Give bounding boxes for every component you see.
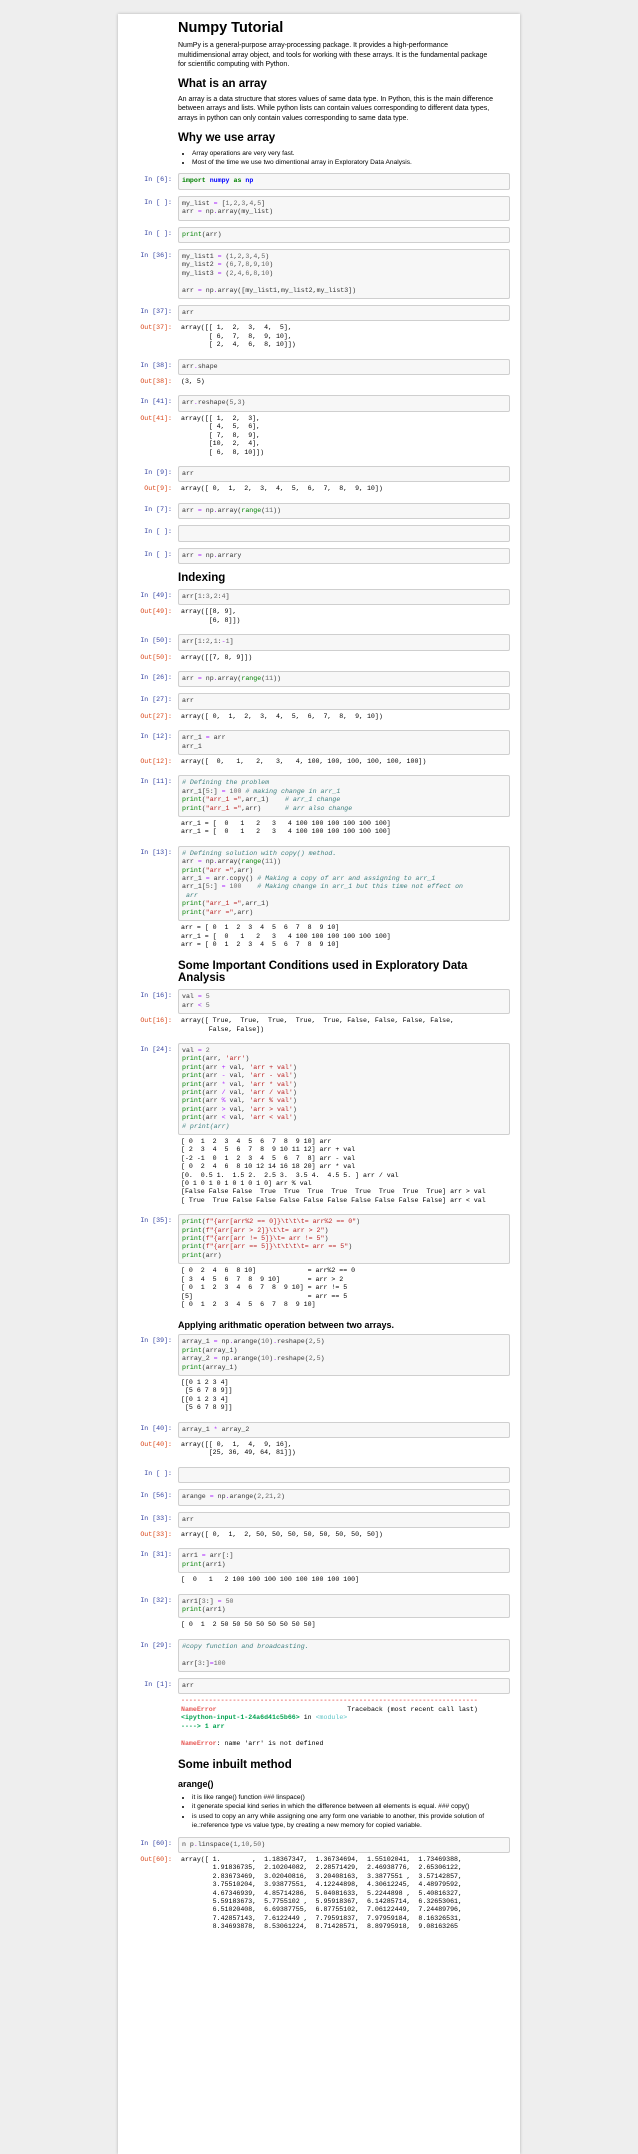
- output-cell: [122, 605, 510, 628]
- markdown-conditions: [178, 960, 496, 984]
- code-cell: [122, 846, 510, 952]
- list-item: • it is like range() function ### linspace(): [192, 1793, 496, 1802]
- list-item: • it generate special kind series in which the difference between all elements is equal. ### copy(): [192, 1802, 496, 1811]
- output-prompt: Out[9]:: [144, 485, 172, 493]
- output-prompt: Out[41]:: [140, 414, 172, 422]
- heading-arange: arange(): [178, 1778, 214, 1789]
- cell-output: arr = [ 0 1 2 3 4 5 6 7 8 9 10] arr_1 = [ 0 1 2 3 4 100 100 100 100 100 100] arr = [ 0 1 2 3 4 5 6 7 8 9 10]: [181, 924, 391, 948]
- code-cell: [122, 730, 510, 755]
- code-cell: [122, 525, 510, 541]
- output-prompt: Out[38]:: [140, 378, 172, 386]
- code-cell: [122, 173, 510, 189]
- input-prompt: In [60]:: [140, 1839, 172, 1847]
- input-prompt: In [12]:: [140, 733, 172, 741]
- input-prompt: In [32]:: [140, 1596, 172, 1604]
- code-input[interactable]: #copy function and broadcasting. arr[3:]=100: [178, 1639, 510, 1672]
- error-traceback: Traceback (most recent call last): [347, 1705, 478, 1713]
- code-cell: [122, 1214, 510, 1312]
- code-cell: [122, 395, 510, 411]
- cell-output: array([[7, 8, 9]]): [181, 653, 253, 661]
- cell-output: [ 0 2 4 6 8 10] = arr%2 == 0 [ 3 4 5 6 7 8 9 10] = arr > 2 [ 0 1 2 3 4 6 7 8 9 10] = arr != 5 [5] = arr == 5 [ 0 1 2 3 4 5 6 7 8 9 10]: [181, 1267, 356, 1308]
- input-prompt: In [16]:: [140, 992, 172, 1000]
- cell-output: array([ 0, 1, 2, 3, 4, 5, 6, 7, 8, 9, 10]): [181, 485, 383, 493]
- code-cell: [122, 671, 510, 687]
- cell-output: array([ 1. , 1.18367347, 1.36734694, 1.55102041, 1.73469388, 1.91836735, 2.10204082, 2.28571429, 2.46938776, 2.65306122, 2.83673469, 3.02040816, 3.20408163, 3.3877551 , 3.57142857, 3.75510204, 3.93877551, 4.12244898, 4.30612245, 4.48979592, 4.67346939, 4.85714286, 5.04081633, 5.2244898 , 5.40816327, 5.59183673, 5.7755102 , 5.95918367, 6.14285714, 6.32653061, 6.51020408, 6.69387755, 6.87755102, 7.06122449, 7.24489796, 7.42857143, 7.6122449 , 7.79591837, 7.97959184, 8.16326531, 8.34693878, 8.53061224, 8.71428571, 8.89795918, 9.08163265: [181, 1855, 462, 1931]
- code-input[interactable]: arr[1:2,1:-1]: [178, 634, 510, 650]
- code-cell: [122, 1639, 510, 1672]
- input-prompt: In [33]:: [140, 1514, 172, 1522]
- input-prompt: In [56]:: [140, 1492, 172, 1500]
- code-cell: [122, 1594, 510, 1633]
- list-item: • Most of the time we use two dimentional array in Exploratory Data Analysis.: [192, 158, 496, 167]
- code-input[interactable]: # Defining the problem arr_1[5:] = 100 # making change in arr_1 print("arr_1 =",arr_1) # arr_1 change print("arr_1 =",arr) # arr also change: [178, 775, 510, 817]
- code-input[interactable]: arr = np.arrary: [178, 548, 510, 564]
- error-dashes: ---------------------------------------------------------------------------: [181, 1697, 478, 1705]
- code-cell: [122, 305, 510, 321]
- code-input[interactable]: arr: [178, 466, 510, 482]
- code-input[interactable]: arr1[3:] = 50 print(arr1): [178, 1594, 510, 1619]
- output-cell: [122, 755, 510, 769]
- code-input[interactable]: val = 2 print(arr, 'arr') print(arr + val, 'arr + val') print(arr - val, 'arr - val') print(arr * val, 'arr * val') print(arr / val, 'arr / val') print(arr % val, 'arr % val') print(arr > val, 'arr > val') print(arr < val, 'arr < val') # print(arr): [178, 1043, 510, 1135]
- input-prompt: In [ ]:: [144, 1469, 172, 1477]
- code-input[interactable]: arr: [178, 693, 510, 709]
- code-cell: [122, 359, 510, 375]
- output-cell: [122, 1528, 510, 1542]
- output-prompt: Out[50]:: [140, 653, 172, 661]
- heading-conditions: Some Important Conditions used in Exploratory Data Analysis: [178, 960, 468, 985]
- input-prompt: In [41]:: [140, 398, 172, 406]
- output-prompt: Out[12]:: [140, 758, 172, 765]
- code-cell: [122, 548, 510, 564]
- output-cell: [122, 710, 510, 724]
- input-prompt: In [29]:: [140, 1641, 172, 1649]
- code-input[interactable]: my_list = [1,2,3,4,5] arr = np.array(my_list): [178, 196, 510, 221]
- cell-output: [ 0 1 2 50 50 50 50 50 50 50 50]: [181, 1621, 316, 1629]
- input-prompt: In [7]:: [144, 505, 172, 513]
- input-prompt: In [9]:: [144, 468, 172, 476]
- what-text: An array is a data structure that stores values of same data type. In Python, this is the main difference between arrays and lists. While python lists can contain values corresponding to different data types, arrays in python can only contain values corresponding to same data type.: [178, 95, 494, 122]
- code-input[interactable]: arr_1 = arr arr_1: [178, 730, 510, 755]
- code-input[interactable]: arr: [178, 305, 510, 321]
- cell-output: (3, 5): [181, 378, 205, 386]
- markdown-arith: [178, 1320, 496, 1330]
- input-prompt: In [27]:: [140, 696, 172, 704]
- output-prompt: Out[60]:: [140, 1855, 172, 1863]
- output-prompt: Out[40]:: [140, 1440, 172, 1448]
- input-prompt: In [ ]:: [144, 550, 172, 558]
- input-prompt: In [24]:: [140, 1045, 172, 1053]
- code-cell: [122, 503, 510, 519]
- input-prompt: In [ ]:: [144, 528, 172, 536]
- code-input[interactable]: import numpy as np: [178, 173, 510, 189]
- code-input[interactable]: arr.reshape(5,3): [178, 395, 510, 411]
- code-input[interactable]: arr = np.array(range(11)): [178, 503, 510, 519]
- code-input[interactable]: arr[1:3,2:4]: [178, 589, 510, 605]
- input-prompt: In [6]:: [144, 176, 172, 184]
- code-input[interactable]: arange = np.arange(2,21,2): [178, 1489, 510, 1505]
- output-prompt: Out[49]:: [140, 608, 172, 616]
- output-prompt: Out[33]:: [140, 1531, 172, 1538]
- output-cell: [122, 1853, 510, 1935]
- code-input[interactable]: # Defining solution with copy() method. arr = np.array(range(11)) print("arr =",arr) arr_1 = arr.copy() # Making a copy of arr and assigning to arr_1 arr_1[5:] = 100 # Making change in arr_1 but this time not effect on arr print("arr_1 =",arr_1) print("arr =",arr): [178, 846, 510, 921]
- code-cell: [122, 589, 510, 605]
- code-cell: [122, 227, 510, 243]
- cell-output: arr_1 = [ 0 1 2 3 4 100 100 100 100 100 100] arr_1 = [ 0 1 2 3 4 100 100 100 100 100 100]: [181, 820, 391, 836]
- heading-indexing: Indexing: [178, 571, 226, 584]
- code-input[interactable]: print(f"{arr[arr%2 == 0]}\t\t\t= arr%2 == 0") print(f"{arr[arr > 2]}\t\t= arr > 2") print(f"{arr[arr != 5]}\t= arr != 5") print(f"{arr[arr == 5]}\t\t\t\t= arr == 5") print(arr): [178, 1214, 510, 1264]
- heading-what-is-array: What is an array: [178, 77, 267, 90]
- notebook-page: [118, 14, 520, 2154]
- markdown-indexing: [178, 572, 496, 584]
- heading-arith: Applying arithmatic operation between two arrays.: [178, 1320, 395, 1331]
- input-prompt: In [11]:: [140, 778, 172, 786]
- arange-list: [178, 1793, 496, 1831]
- code-cell: [122, 1043, 510, 1208]
- input-prompt: In [26]:: [140, 673, 172, 681]
- error-message-name: NameError: [181, 1739, 217, 1747]
- output-cell: [122, 412, 510, 460]
- output-cell: [122, 482, 510, 496]
- cell-output: array([[8, 9], [6, 8]]): [181, 608, 241, 624]
- input-prompt: In [31]:: [140, 1551, 172, 1559]
- code-cell: [122, 775, 510, 839]
- cell-output: array([[ 0, 1, 4, 9, 16], [25, 36, 49, 64, 81]]): [181, 1440, 296, 1457]
- input-prompt: In [39]:: [140, 1337, 172, 1345]
- intro-text: NumPy is a general-purpose array-processing package. It provides a high-performance multidimensional array object, and tools for working with these arrays. It is the fundamental package for scientific computing with Python.: [178, 42, 488, 69]
- code-cell: [122, 634, 510, 650]
- error-arrow: ----> 1 arr: [181, 1722, 225, 1730]
- output-prompt: Out[27]:: [140, 712, 172, 720]
- input-prompt: In [37]:: [140, 308, 172, 316]
- output-cell: [122, 1438, 510, 1461]
- code-input[interactable]: array_1 * array_2: [178, 1422, 510, 1438]
- output-cell: [122, 375, 510, 389]
- code-input[interactable]: arr = np.array(range(11)): [178, 671, 510, 687]
- code-input[interactable]: [178, 1467, 510, 1483]
- input-prompt: In [50]:: [140, 637, 172, 645]
- code-input[interactable]: array_1 = np.arange(10).reshape(2,5) print(array_1) array_2 = np.arange(10).reshape(2,5) print(array_1): [178, 1334, 510, 1376]
- input-prompt: In [ ]:: [144, 198, 172, 206]
- cell-output: array([[ 1, 2, 3, 4, 5], [ 6, 7, 8, 9, 10], [ 2, 4, 6, 8, 10]]): [181, 324, 296, 349]
- code-cell: [122, 1548, 510, 1587]
- why-list: [178, 149, 496, 168]
- heading-inbuilt: Some inbuilt method: [178, 1758, 292, 1771]
- code-input[interactable]: arr: [178, 1512, 510, 1528]
- input-prompt: In [1]:: [144, 1681, 172, 1689]
- error-message: : name 'arr' is not defined: [216, 1739, 324, 1747]
- page-title: Numpy Tutorial: [178, 20, 284, 36]
- cell-output: array([[ 1, 2, 3], [ 4, 5, 6], [ 7, 8, 9], [10, 2, 4], [ 6, 8, 10]]): [181, 414, 265, 456]
- output-prompt: Out[37]:: [140, 324, 172, 332]
- code-input[interactable]: arr: [178, 1678, 510, 1694]
- output-cell: [122, 1014, 510, 1037]
- list-item: • is used to copy an arry while assigning one arry form one variable to another, this provide solution of ie.:reference type vs value type, by creating a new memory for copied variable.: [192, 1812, 496, 1831]
- error-name: NameError: [181, 1705, 217, 1713]
- error-location: <ipython-input-1-24a6d41c5b66>: [181, 1714, 300, 1722]
- cell-output: array([ 0, 1, 2, 3, 4, 100, 100, 100, 100, 100, 100]): [181, 758, 427, 765]
- code-cell: [122, 1422, 510, 1438]
- input-prompt: In [36]:: [140, 252, 172, 259]
- input-prompt: In [49]:: [140, 591, 172, 599]
- code-cell: [122, 196, 510, 221]
- code-input[interactable]: print(arr): [178, 227, 510, 243]
- input-prompt: In [35]:: [140, 1217, 172, 1225]
- input-prompt: In [13]:: [140, 848, 172, 856]
- cell-output: array([ 0, 1, 2, 3, 4, 5, 6, 7, 8, 9, 10]): [181, 712, 383, 720]
- output-prompt: Out[16]:: [140, 1017, 172, 1025]
- cell-output: [[0 1 2 3 4] [5 6 7 8 9]] [[0 1 2 3 4] [5 6 7 8 9]]: [181, 1378, 233, 1412]
- code-cell: [122, 249, 510, 299]
- list-item: • Array operations are very very fast.: [192, 149, 496, 158]
- markdown-inbuilt: [178, 1759, 496, 1831]
- markdown-intro: [178, 20, 496, 167]
- error-in: in: [303, 1714, 312, 1722]
- output-cell: [122, 321, 510, 352]
- cell-output: array([ True, True, True, True, True, False, False, False, False, False, False]): [181, 1017, 455, 1033]
- input-prompt: In [40]:: [140, 1424, 172, 1432]
- cell-output: [ 0 1 2 3 4 5 6 7 8 9 10] arr [ 2 3 4 5 6 7 8 9 10 11 12] arr + val [-2 -1 0 1 2 3 4 5 6 7 8] arr - val [ 0 2 4 6 8 10 12 14 16 18 20] arr * val [0. 0.5 1. 1.5 2. 2.5 3. 3.5 4. 4.5 5. ] arr / val [0 1 0 1 0 1 0 1 0 1 0] arr % val [False False False True True True True True True True True] arr > val [ True True False False False False False False False False False] arr < val: [181, 1138, 486, 1204]
- code-cell: [122, 1467, 510, 1483]
- code-cell: [122, 693, 510, 709]
- code-cell: [122, 466, 510, 482]
- code-input[interactable]: my_list1 = (1,2,3,4,5) my_list2 = (6,7,8,9,10) my_list3 = (2,4,6,8,10) arr = np.array([my_list1,my_list2,my_list3]): [178, 249, 510, 299]
- code-input[interactable]: [178, 525, 510, 541]
- code-input[interactable]: n p.linspace(1,10,50): [178, 1837, 510, 1853]
- heading-why-array: Why we use array: [178, 131, 276, 144]
- cell-output: [ 0 1 2 100 100 100 100 100 100 100 100]: [181, 1576, 360, 1584]
- output-cell: [122, 651, 510, 665]
- code-input[interactable]: arr1 = arr[:] print(arr1): [178, 1548, 510, 1573]
- code-cell: [122, 989, 510, 1014]
- input-prompt: In [38]:: [140, 361, 172, 369]
- code-cell: [122, 1678, 510, 1751]
- code-cell: [122, 1489, 510, 1505]
- code-cell: [122, 1512, 510, 1528]
- code-cell: [122, 1334, 510, 1415]
- error-module: <module>: [315, 1714, 348, 1722]
- code-input[interactable]: arr.shape: [178, 359, 510, 375]
- error-output: [178, 1694, 510, 1750]
- code-cell: [122, 1837, 510, 1853]
- code-input[interactable]: val = 5 arr < 5: [178, 989, 510, 1014]
- input-prompt: In [ ]:: [144, 229, 172, 237]
- cell-output: array([ 0, 1, 2, 50, 50, 50, 50, 50, 50, 50, 50]): [181, 1531, 383, 1538]
